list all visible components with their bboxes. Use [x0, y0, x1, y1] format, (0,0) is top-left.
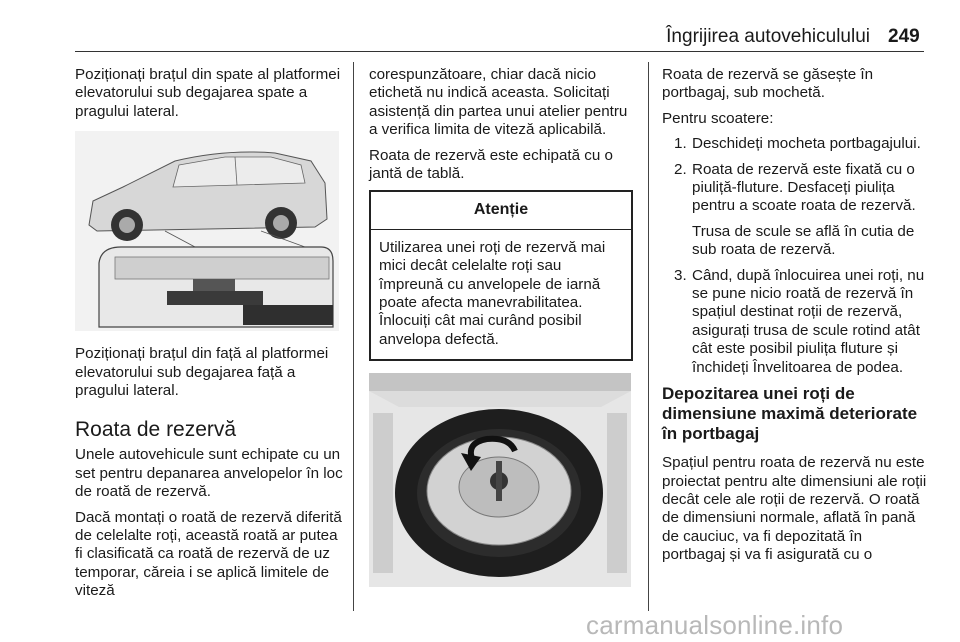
paragraph-temporary-spare: Dacă montați o roată de rezervă diferită de celelalte roți, această roată ar putea fi clasificată ca roată de rezervă de uz temporar, căreia i se aplică limitele de viteză [75, 508, 342, 600]
paragraph-removal-intro: Pentru scoatere: [662, 109, 774, 127]
paragraph-spare-location: Roata de rezervă se găsește în portbagaj, sub mochetă. [662, 66, 874, 102]
running-header-title: Îngrijirea autovehiculului [666, 26, 870, 47]
step-3 [662, 267, 928, 377]
section-heading-spare-wheel: Roata de rezervă [75, 418, 237, 442]
column-divider-1 [353, 62, 354, 611]
removal-steps-continued [662, 267, 928, 377]
step-2-note: Trusa de scule se află în cutia de sub roata de rezervă. [692, 222, 915, 259]
section-heading-damaged-wheel: Depozitarea unei roți de dimensiune maximă deteriorate în portbagaj [662, 384, 918, 444]
paragraph-steel-rim: Roata de rezervă este echipată cu o jantă de tablă. [369, 146, 613, 183]
caution-title: Atenție [371, 192, 631, 229]
step-number: 2. [674, 160, 687, 178]
step-number: 1. [674, 135, 687, 153]
column-3 [662, 66, 928, 572]
caution-box [369, 190, 633, 361]
caution-body: Utilizarea unei roți de rezervă mai mici decât celelalte roți sau împreună cu anvelopele de iarnă poate afecta manevrabilitatea. Înlocuiți cât mai curând posibil anvelopa defectă. [379, 238, 606, 348]
car-lift-illustration [75, 131, 339, 331]
page-number: 249 [888, 26, 920, 47]
step-1 [662, 135, 928, 153]
step-text: Deschideți mocheta portbagajului. [692, 135, 921, 153]
column-2 [369, 66, 633, 587]
paragraph-storage-space: Spațiul pentru roata de rezervă nu este proiectat pentru alte dimensiuni ale roții decât cele ale roții de rezervă. O roată de dimensiuni normale, aflată în pană de cauciuc, va fi depozitată în portbagaj și va fi asigurată cu o [662, 454, 927, 564]
step-number: 3. [674, 266, 687, 284]
paragraph-rear-arm: Poziționați brațul din spate al platformei elevatorului sub degajarea spate a pragului lateral. [75, 66, 341, 120]
step-text: Roata de rezervă este fixată cu o piuliță-fluture. Desfaceți piulița pentru a scoate roata de rezervă. [692, 160, 916, 215]
paragraph-repair-kit: Unele autovehicule sunt echipate cu un set pentru depanarea anvelopelor în loc de roată de rezervă. [75, 446, 343, 501]
paragraph-front-arm: Poziționați brațul din față al platformei elevatorului sub degajarea față a pragului lateral. [75, 345, 329, 400]
header-rule [75, 51, 924, 52]
column-1 [75, 66, 343, 608]
step-2 [662, 161, 928, 216]
removal-steps [662, 135, 928, 216]
paragraph-speed-limit: corespunzătoare, chiar dacă nicio etichetă nu indică aceasta. Solicitați asistență din partea unui atelier pentru a verifica limita de viteză aplicabilă. [369, 66, 628, 139]
watermark: carmanualsonline.info [586, 610, 844, 640]
step-text: Când, după înlocuirea unei roți, nu se pune nicio roată de rezervă în spațiul destinat roții de rezervă, asigurați trusa de scule rotind atât cât este posibil piulița fluture și închideți Învelitoarea de podea. [692, 266, 925, 376]
spare-wheel-trunk-illustration [369, 373, 631, 587]
column-divider-2 [648, 62, 649, 611]
